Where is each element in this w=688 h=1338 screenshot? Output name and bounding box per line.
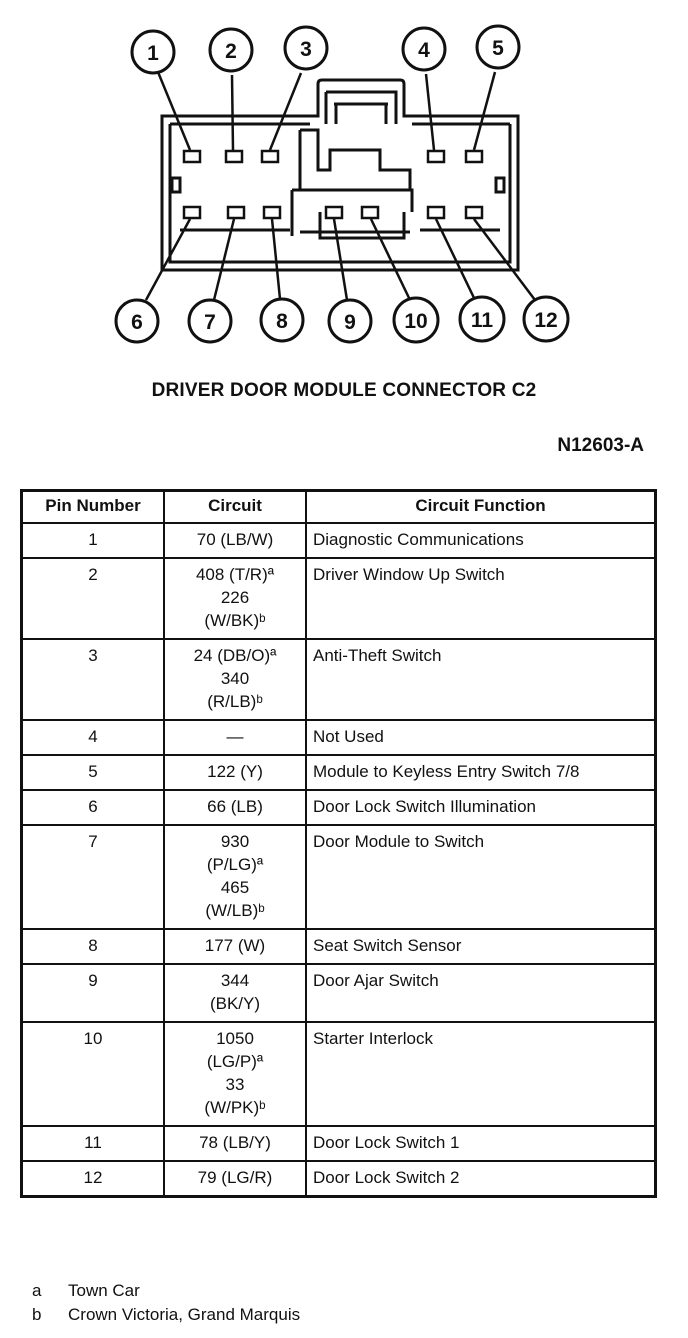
circuit-function-cell: Door Lock Switch 2 (306, 1161, 656, 1197)
pin-number-cell: 5 (22, 755, 165, 790)
callout-5: 5 (492, 37, 504, 60)
circuit-line: 226 (220, 588, 250, 607)
circuit-cell (164, 1022, 306, 1126)
callout-9: 9 (344, 311, 356, 334)
table-row (22, 1161, 656, 1197)
circuit-line: (BK/Y) (209, 994, 261, 1013)
circuit-line: (P/LG)ª (206, 855, 264, 874)
callout-8: 8 (276, 310, 288, 333)
pin-number-cell: 1 (22, 523, 165, 558)
circuit-cell (164, 558, 306, 639)
circuit-line: 408 (T/R)ª (195, 565, 275, 584)
circuit-line: 930 (220, 832, 250, 851)
figure-id: N12603-A (557, 435, 644, 456)
circuit-line: (LG/P)ª (206, 1052, 264, 1071)
circuit-cell (164, 825, 306, 929)
circuit-cell (164, 523, 306, 558)
circuit-line: 70 (LB/W) (196, 530, 274, 549)
table-row (22, 1126, 656, 1161)
table-row (22, 558, 656, 639)
footnote-key: a (32, 1281, 42, 1300)
pin-table (20, 489, 657, 1198)
pin-number-cell: 3 (22, 639, 165, 720)
table-header-row (22, 491, 656, 524)
circuit-line: 78 (LB/Y) (199, 1133, 271, 1152)
callout-2: 2 (225, 40, 237, 63)
table-row (22, 790, 656, 825)
pin-number-cell: 8 (22, 929, 165, 964)
header-pin-number: Pin Number (22, 491, 165, 524)
table-row (22, 964, 656, 1022)
pin-number-cell: 12 (22, 1161, 165, 1197)
table-row (22, 720, 656, 755)
callout-1: 1 (147, 42, 159, 65)
callout-11: 11 (470, 309, 494, 332)
connector-diagram (0, 0, 688, 370)
circuit-line: 340 (220, 669, 250, 688)
pin-number-cell: 6 (22, 790, 165, 825)
table-row (22, 639, 656, 720)
table-row (22, 1022, 656, 1126)
table-row (22, 755, 656, 790)
callout-7: 7 (204, 311, 216, 334)
footnote-text: Town Car (68, 1281, 140, 1300)
circuit-cell (164, 964, 306, 1022)
circuit-function-cell: Door Lock Switch Illumination (306, 790, 656, 825)
callout-3: 3 (300, 38, 312, 61)
callout-10: 10 (404, 310, 428, 333)
circuit-cell (164, 755, 306, 790)
circuit-cell (164, 1126, 306, 1161)
pin-number-cell: 10 (22, 1022, 165, 1126)
footnote-text: Crown Victoria, Grand Marquis (68, 1305, 301, 1324)
pin-number-cell: 4 (22, 720, 165, 755)
callout-4: 4 (418, 39, 430, 62)
pin-number-cell: 7 (22, 825, 165, 929)
table-row (22, 825, 656, 929)
circuit-function-cell: Door Ajar Switch (306, 964, 656, 1022)
footnote-b (32, 1303, 300, 1327)
header-circuit-function: Circuit Function (306, 491, 656, 524)
footnote-key: b (32, 1305, 42, 1324)
circuit-line: 79 (LG/R) (197, 1168, 273, 1187)
circuit-line: 24 (DB/O)ª (193, 646, 277, 665)
circuit-line: (W/LB)ᵇ (205, 901, 265, 920)
callouts-bottom (116, 297, 568, 342)
circuit-function-cell: Driver Window Up Switch (306, 558, 656, 639)
table-row (22, 929, 656, 964)
circuit-function-cell: Starter Interlock (306, 1022, 656, 1126)
circuit-line: — (226, 727, 244, 746)
circuit-cell (164, 929, 306, 964)
table-row (22, 523, 656, 558)
circuit-line: 122 (Y) (207, 762, 263, 781)
circuit-function-cell: Door Module to Switch (306, 825, 656, 929)
circuit-cell (164, 790, 306, 825)
circuit-function-cell: Diagnostic Communications (306, 523, 656, 558)
callout-6: 6 (131, 311, 143, 334)
circuit-line: 177 (W) (204, 936, 266, 955)
circuit-line: (W/BK)ᵇ (204, 611, 266, 630)
header-circuit: Circuit (164, 491, 306, 524)
pin-number-cell: 11 (22, 1126, 165, 1161)
circuit-line: 465 (220, 878, 250, 897)
circuit-function-cell: Not Used (306, 720, 656, 755)
circuit-line: (W/PK)ᵇ (204, 1098, 266, 1117)
circuit-cell (164, 1161, 306, 1197)
circuit-function-cell: Seat Switch Sensor (306, 929, 656, 964)
circuit-line: 33 (225, 1075, 245, 1094)
footnotes (32, 1279, 300, 1327)
circuit-line: 66 (LB) (207, 797, 263, 816)
connector-title: DRIVER DOOR MODULE CONNECTOR C2 (151, 380, 537, 401)
callouts-top (132, 26, 519, 73)
pin-number-cell: 2 (22, 558, 165, 639)
circuit-cell (164, 639, 306, 720)
pin-table-body (22, 523, 656, 1197)
pin-number-cell: 9 (22, 964, 165, 1022)
circuit-line: 344 (220, 971, 250, 990)
circuit-line: 1050 (216, 1029, 254, 1048)
circuit-function-cell: Module to Keyless Entry Switch 7/8 (306, 755, 656, 790)
circuit-function-cell: Door Lock Switch 1 (306, 1126, 656, 1161)
circuit-line: (R/LB)ᵇ (207, 692, 263, 711)
footnote-a (32, 1279, 300, 1303)
callout-12: 12 (534, 309, 558, 332)
circuit-cell (164, 720, 306, 755)
circuit-function-cell: Anti-Theft Switch (306, 639, 656, 720)
